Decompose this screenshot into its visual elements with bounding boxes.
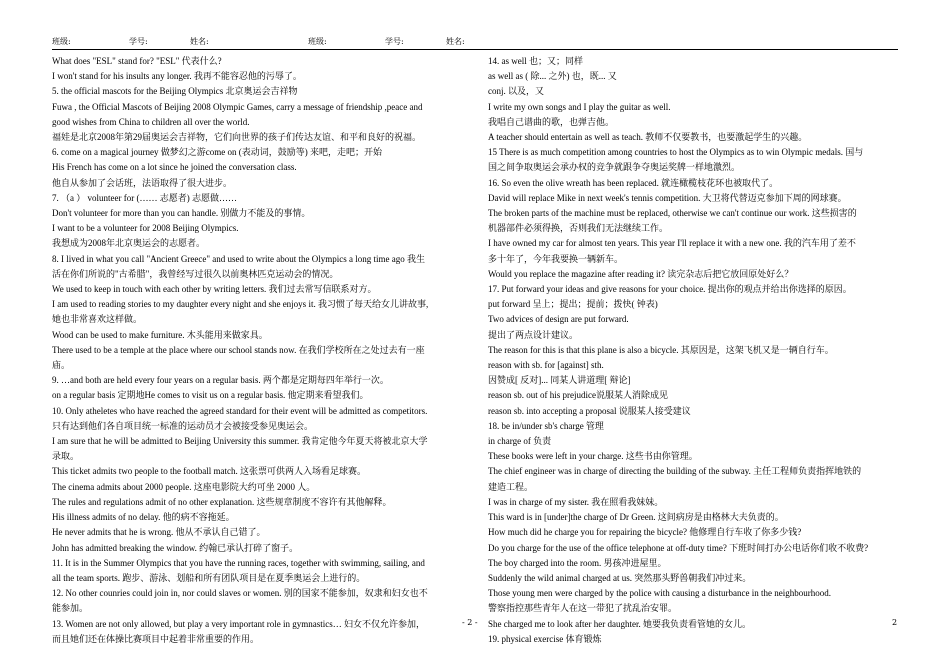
text-line: The cinema admits about 2000 people. 这座电影院大约可坐 2000 人。 [52, 481, 316, 492]
text-line: 13. Women are not only allowed, but play a very important role in gymnastics… 妇女不仅允许参加， [52, 618, 426, 629]
text-line: This ward is in [under]the charge of Dr Green. 这间病房是由格林大夫负责的。 [488, 512, 784, 523]
text-line: He never admits that he is wrong. 他从不承认自己错了。 [52, 527, 266, 538]
text-line: Do you charge for the use of the office telephone at off-duty time? 下班时间打办公电话你们收不收费? [488, 542, 869, 553]
text-line: I won't stand for his insults any longer. 我再不能容忍他的污辱了。 [52, 71, 302, 82]
text-line: all the team sports. 跑步、游泳、划船和所有团队项目是在夏季奥运会上进行的。 [52, 572, 366, 583]
text-line: There used to be a temple at the place where our school stands now. 在我们学校所在之处过去有一座 [52, 344, 425, 355]
student-number-label: 学号: [385, 37, 404, 46]
text-line: good wishes from China to children all over the world. [52, 116, 250, 127]
text-line: I write my own songs and I play the guitar as well. [488, 101, 671, 112]
text-line: 提出了两点设计建议。 [488, 329, 579, 340]
text-line: put forward 呈上；提出；提前；拨快( 钟表) [488, 299, 658, 310]
text-line: reason with sb. for [against] sth. [488, 360, 604, 371]
text-line: His illness admits of no delay. 他的病不容拖延。 [52, 512, 235, 523]
text-line: We used to keep in touch with each other by writing letters. 我们过去常写信联系对方。 [52, 284, 377, 295]
text-line: reason sb. into accepting a proposal 说服某人接受建议 [488, 405, 691, 416]
student-number-label: 学号: [129, 37, 148, 46]
text-line: 国之间争取奥运会承办权的竞争就跟争夺奥运奖牌一样地激烈。 [488, 162, 741, 173]
page-number-left: - 2 - [462, 618, 478, 627]
text-line: 12. No other counries could join in, nor could slaves or women. 别的国家不能参加，奴隶和妇女也不 [52, 588, 428, 599]
text-line: 庙。 [52, 360, 71, 371]
text-line: 而且她们还在体操比赛项目中起着非常重要的作用。 [52, 633, 260, 644]
text-line: The rules and regulations admit of no other explanation. 这些规章制度不容许有其他解释。 [52, 496, 392, 507]
text-line: Those young men were charged by the police with causing a disturbance in the neighbourhood. [488, 588, 831, 599]
text-line: 5. the official mascots for the Beijing Olympics 北京奥运会吉祥物 [52, 86, 298, 97]
class-label: 班级: [52, 37, 71, 46]
text-line: The reason for this is that this plane is also a bicycle. 其原因是，这架飞机又是一辆自行车。 [488, 344, 834, 355]
text-line: 11. It is in the Summer Olympics that you have the running races, together with swimming, sailing, and [52, 557, 425, 568]
text-line: The boy charged into the room. 男孩冲进屋里。 [488, 557, 667, 568]
text-line: 多十年了，今年我要换一辆新车。 [488, 253, 624, 264]
text-line: I have owned my car for almost ten years. This year I'll replace it with a new one. 我的汽车用了差不 [488, 238, 856, 249]
text-line: The chief engineer was in charge of directing the building of the subway. 主任工程师负责指挥地铁的 [488, 466, 862, 477]
text-line: Wood can be used to make furniture. 木头能用来做家具。 [52, 329, 268, 340]
text-line: How much did he charge you for repairing the bicycle? 他修理自行车收了你多少钱? [488, 527, 802, 538]
text-line: 警察指控那些青年人在这一带犯了扰乱治安罪。 [488, 603, 678, 614]
text-line: 机器部件必须得换，否则我们无法继续工作。 [488, 223, 669, 234]
text-line: 活在你们所说的"古希腊"，我曾经写过很久以前奥林匹克运动会的情况。 [52, 268, 339, 279]
text-line: This ticket admits two people to the football match. 这张票可供两人入场看足球赛。 [52, 466, 366, 477]
text-line: Fuwa , the Official Mascots of Beijing 2008 Olympic Games, carry a message of friendship ,peace and [52, 101, 423, 112]
text-line: Two advices of design are put forward. [488, 314, 629, 325]
class-label: 班级: [308, 37, 327, 46]
text-line: I was in charge of my sister. 我在照看我妹妹。 [488, 496, 664, 507]
text-line: 福娃是北京2008年第29届奥运会吉祥物，它们向世界的孩子们传达友谊、和平和良好的祝福。 [52, 132, 422, 143]
text-line: Don't volunteer for more than you can handle. 别做力不能及的事情。 [52, 208, 311, 219]
text-line: as well as ( 除... 之外) 也，既... 又 [488, 71, 617, 82]
text-line: 6. come on a magical journey 做梦幻之游come on (表动词，鼓励等) 来吧，走吧；开始 [52, 147, 382, 158]
text-line: 能参加。 [52, 603, 89, 614]
text-line: in charge of 负责 [488, 436, 552, 447]
name-label: 姓名: [190, 37, 209, 46]
text-line: Would you replace the magazine after reading it? 读完杂志后把它放回原处好么？ [488, 268, 794, 279]
text-line: 建造工程。 [488, 481, 534, 492]
left-column [52, 54, 468, 647]
text-line: 14. as well 也；又；同样 [488, 56, 583, 66]
text-line: on a regular basis 定期地He comes to visit us on a regular basis. 他定期来看望我们。 [52, 390, 369, 401]
text-line: 他自从参加了会话班，法语取得了很大进步。 [52, 177, 233, 188]
text-line: I am used to reading stories to my daughter every night and she enjoys it. 我习惯了每天给女儿讲故事, [52, 299, 429, 310]
text-line: 因赞成[ 反对]... 同某人讲道理[ 辩论] [488, 375, 631, 386]
text-line: I want to be a volunteer for 2008 Beijing Olympics. [52, 223, 239, 234]
right-column [488, 54, 900, 647]
text-line: 15 There is as much competition among countries to host the Olympics as to win Olympic medals. 国与 [488, 147, 864, 158]
text-line: 10. Only atheletes who have reached the agreed standard for their event will be admitted as competitors. [52, 405, 428, 416]
text-line: Suddenly the wild animal charged at us. 突然那头野兽朝我们冲过来。 [488, 572, 752, 583]
text-line: 7. （a ） volunteer for (…… 志愿者) 志愿做…… [52, 192, 237, 203]
text-line: 我唱自己谱曲的歌，也弹吉他。 [488, 116, 615, 127]
text-line: 录取。 [52, 451, 80, 462]
page-header [0, 36, 950, 50]
text-line: 19. physical exercise 体育锻炼 [488, 633, 602, 644]
text-line: I am sure that he will be admitted to Beijing University this summer. 我肯定他今年夏天将被北京大学 [52, 436, 428, 447]
text-line: 只有达到他们各自项目统一标准的运动员才会被接受参见奥运会。 [52, 420, 314, 431]
text-line: David will replace Mike in next week's tennis competition. 大卫将代替迈克参加下周的网球赛。 [488, 192, 847, 203]
text-line: A teacher should entertain as well as teach. 教师不仅要教书，也要激起学生的兴趣。 [488, 132, 808, 143]
text-line: She charged me to look after her daughter. 她要我负责看管她的女儿。 [488, 618, 752, 629]
text-line: 我想成为2008年北京奥运会的志愿者。 [52, 238, 206, 249]
text-line: His French has come on a lot since he joined the conversation class. [52, 162, 297, 173]
text-line: 9. …and both are held every four years on a regular basis. 两个都是定期每四年举行一次。 [52, 375, 389, 386]
header-divider [52, 49, 898, 50]
text-line: 她也非常喜欢这样做。 [52, 314, 143, 325]
text-line: 8. I lived in what you call "Ancient Greece" and used to write about the Olympics a long time ago 我生 [52, 253, 425, 264]
text-line: conj. 以及，又 [488, 86, 544, 97]
text-line: 18. be in/under sb's charge 管理 [488, 420, 604, 431]
name-label: 姓名: [446, 37, 465, 46]
text-line: What does "ESL" stand for? "ESL" 代表什么? [52, 56, 222, 66]
text-line: 16. So even the olive wreath has been replaced. 就连橄榄枝花环也被取代了。 [488, 177, 779, 188]
text-line: These books were left in your charge. 这些书由你管理。 [488, 451, 698, 462]
text-line: The broken parts of the machine must be replaced, otherwise we can't continue our work. 这些损害的 [488, 208, 857, 219]
text-line: John has admitted breaking the window. 约翰已承认打碎了窗子。 [52, 542, 299, 553]
page-number-right: 2 [892, 618, 898, 627]
text-line: 17. Put forward your ideas and give reasons for your choice. 提出你的观点并给出你选择的原因。 [488, 284, 852, 295]
text-line: reason sb. out of his prejudice说服某人消除成见 [488, 390, 668, 401]
